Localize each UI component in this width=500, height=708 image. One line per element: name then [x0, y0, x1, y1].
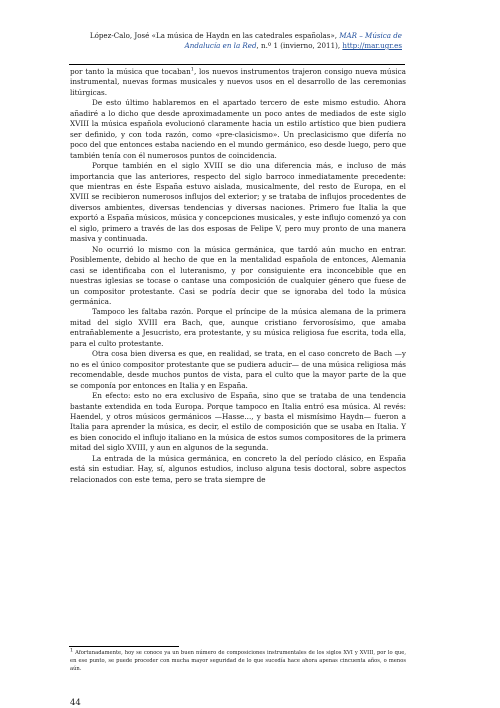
- running-header: [72, 31, 402, 51]
- header-url-link[interactable]: http://mar.ugr.es: [342, 41, 402, 50]
- header-issue: , n.º 1 (invierno, 2011),: [256, 41, 341, 50]
- paragraph-3: Porque también en el siglo XVIII se dio una diferencia más, e incluso de más importancia que las anteriores, respecto del siglo barroco inmediatamente precedente: que mientras en éste España estuvo aislada, musicalmente, del resto de Europa, en el XVIII se recibieron numerosos influjos del exterior; y se trataba de influjos procedentes de diversos ambientes, diversas tendencias y diversas naciones. Primero fue Italia la que exportó a España músicos, música y concepciones musicales, y este influjo comenzó ya con el siglo, primero a través de las dos esposas de Felipe V, pero muy pronto de una manera masiva y continuada.: [70, 161, 406, 244]
- footnote-rule: [69, 646, 179, 647]
- paragraph-1: por tanto la música que tocaban$^1$, los nuevos instrumentos trajeron consigo nueva música instrumental, nuevas formas musicales y nuevos usos en el desarrollo de las ceremonias litúrgicas.: [70, 66, 406, 97]
- footnote-text: Afortunadamente, hoy se conoce ya un buen número de composiciones instrumentales de los siglos XVI y XVIII, por lo que, en ese punto, se puede proceder con mucha mayor seguridad de lo que sucedía hace ahora apenas cincuenta años, o menos aún.: [70, 650, 406, 673]
- paragraph-4: No ocurrió lo mismo con la música germánica, que tardó aún mucho en entrar. Posiblemente, debido al hecho de que en la mentalidad española de entonces, Alemania casi se identificaba con el luteranismo, y por consiguiente era inconcebible que en nuestras iglesias se tocase o cantase una composición de cualquier género que fuese de un compositor protestante. Casi se podría decir que se ignoraba del todo la música germánica.: [70, 244, 406, 306]
- footnote-ref[interactable]: 1: [190, 66, 194, 73]
- paragraph-2: De esto último hablaremos en el apartado tercero de este mismo estudio. Ahora añadiré a lo dicho que desde aproximadamente un poco antes de mediados de este siglo XVIII la música española evolucionó claramente hacia un estilo artístico que bien pudiera ser definido, y con toda razón, como «pre-clasicismo». Un preclasicismo que difería no poco del que entonces estaba naciendo en el mundo germánico, eso desde luego, pero que también tenía con él numerosos puntos de coincidencia.: [70, 98, 406, 160]
- footnote-marker: 1: [70, 647, 74, 654]
- paragraph-7: En efecto: esto no era exclusivo de España, sino que se trataba de una tendencia bastante extendida en toda Europa. Porque tampoco en Italia entró esa música. Al revés: Haendel, y otros músicos germánicos —Hasse..., y basta el mismísimo Haydn— fueron a Italia para aprender la música, es decir, el estilo de composición que se usaba en Italia. Y es bien conocido el influjo italiano en la música de estos sumos compositores de la primera mitad del siglo XVIII, y aun en algunos de la segunda.: [70, 391, 406, 453]
- body-text: [70, 67, 406, 485]
- paragraph-8: La entrada de la música germánica, en concreto la del período clásico, en España está sin estudiar. Hay, sí, algunos estudios, incluso alguna tesis doctoral, sobre aspectos relacionados con este tema, pero se trata siempre de: [70, 453, 406, 484]
- header-author: López-Calo, José: [89, 31, 150, 40]
- page-number: 44: [70, 698, 81, 708]
- header-journal: MAR – Música de Andalucía en la Red: [184, 31, 402, 50]
- header-rule: [69, 64, 405, 65]
- paragraph-6: Otra cosa bien diversa es que, en realidad, se trata, en el caso concreto de Bach —y no es el único compositor protestante que se pudiera aducir— de una música religiosa más recomendable, desde muchos puntos de vista, para el culto que la mayor parte de la que se componía por entonces en Italia y en España.: [70, 349, 406, 390]
- footnote: [70, 649, 406, 673]
- paragraph-5: Tampoco les faltaba razón. Porque el príncipe de la música alemana de la primera mitad del siglo XVIII era Bach, que, aunque cristiano fervorosísimo, que amaba entrañablemente a Jesucristo, era protestante, y su música religiosa fue escrita, toda ella, para el culto protestante.: [70, 307, 406, 348]
- header-article-title: «La música de Haydn en las catedrales españolas»,: [151, 31, 337, 40]
